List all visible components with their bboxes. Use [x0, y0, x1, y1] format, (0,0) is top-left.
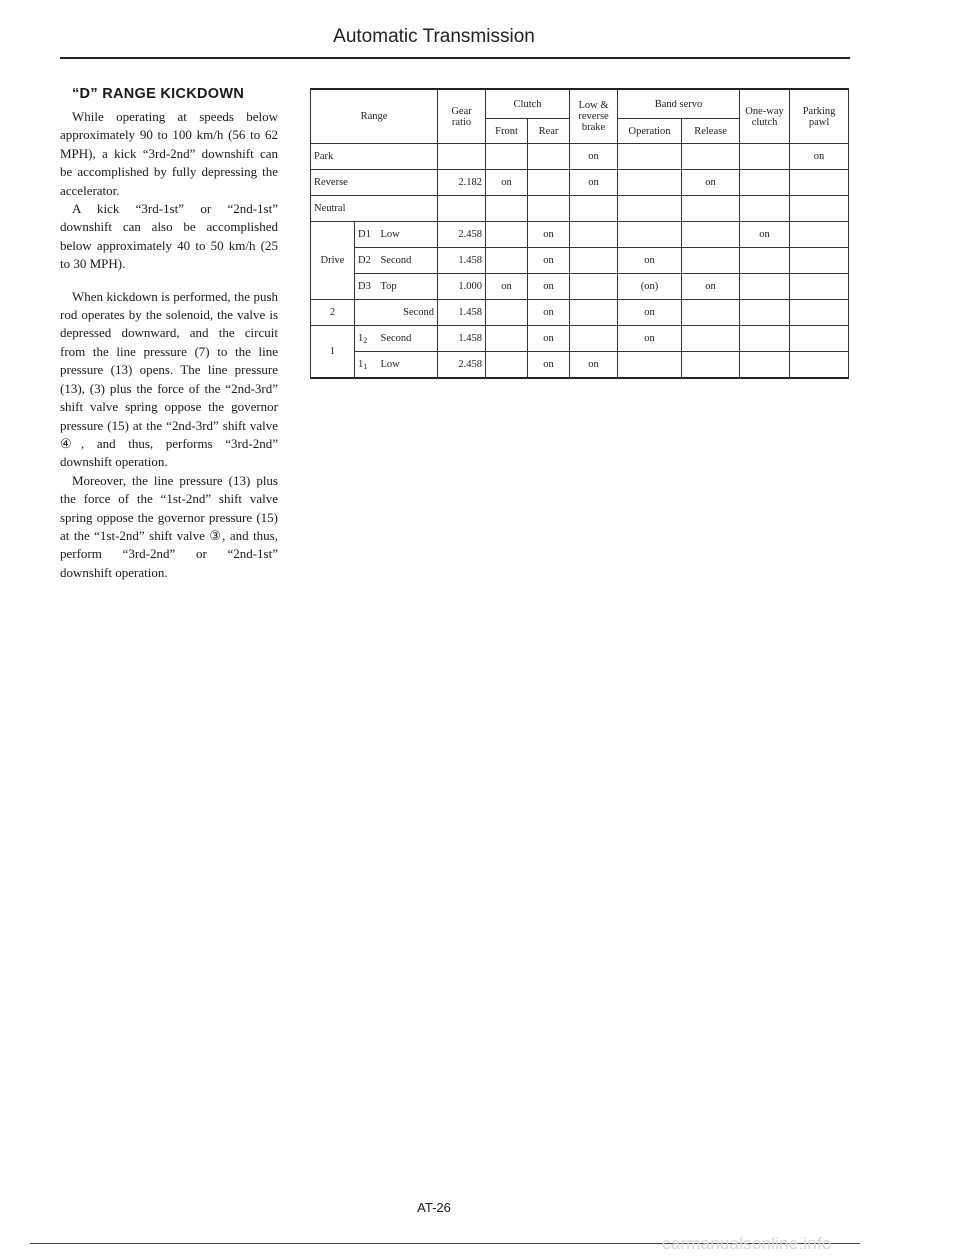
d2-rear: on — [528, 248, 570, 274]
range-park: Park — [311, 144, 438, 170]
reverse-ratio: 2.182 — [438, 170, 486, 196]
two-gear: Second — [355, 300, 438, 326]
table-row-neutral — [311, 196, 849, 222]
park-parking: on — [790, 144, 849, 170]
d3-operation: (on) — [618, 274, 682, 300]
l2-code: $1_2$ — [355, 326, 378, 352]
range-1: 1 — [311, 326, 355, 379]
reverse-release: on — [682, 170, 740, 196]
header-range: Range — [311, 89, 438, 144]
d3-front: on — [486, 274, 528, 300]
page-number: AT-26 — [417, 1200, 451, 1215]
table-row-d1 — [311, 222, 849, 248]
d2-code: D2 — [355, 248, 378, 274]
shift-element-table — [310, 88, 848, 379]
table-row-d3 — [311, 274, 849, 300]
table-row-1-second — [311, 326, 849, 352]
d1-rear: on — [528, 222, 570, 248]
header-low-reverse-brake: Low & reverse brake — [570, 89, 618, 144]
park-low-rev: on — [570, 144, 618, 170]
two-ratio: 1.458 — [438, 300, 486, 326]
header-rule — [60, 57, 850, 59]
table-row-1-low — [311, 352, 849, 379]
two-rear: on — [528, 300, 570, 326]
d1-gear: Low — [378, 222, 438, 248]
header-parking-pawl: Parking pawl — [790, 89, 849, 144]
table-row-d2 — [311, 248, 849, 274]
range-neutral: Neutral — [311, 196, 438, 222]
header-gear-ratio: Gear ratio — [438, 89, 486, 144]
d2-operation: on — [618, 248, 682, 274]
paragraph-1: While operating at speeds below approximately 90 to 100 km/h (56 to 62 MPH), a kick “3rd-2nd” downshift can be accomplished by fully depressing the accelerator. — [60, 109, 278, 198]
section-heading: “D” RANGE KICKDOWN — [72, 86, 245, 102]
l2-operation: on — [618, 326, 682, 352]
d1-one-way: on — [740, 222, 790, 248]
l2-ratio: 1.458 — [438, 326, 486, 352]
l2-gear: Second — [378, 326, 438, 352]
header-release: Release — [682, 119, 740, 144]
reverse-front: on — [486, 170, 528, 196]
table-row-park — [311, 144, 849, 170]
range-2: 2 — [311, 300, 355, 326]
paragraph-3: When kickdown is performed, the push rod operates by the solenoid, the valve is depressed downward, and the circuit from the line pressure (7) to the line pressure (13) opens. The line pressure (13), (3) plus the force of the “2nd-3rd” shift valve spring oppose the governor pressure (15) at the “2nd-3rd” shift valve ④, and thus, performs “3rd-2nd” downshift operation. — [60, 288, 278, 470]
d3-gear: Top — [378, 274, 438, 300]
l1-rear: on — [528, 352, 570, 379]
d3-ratio: 1.000 — [438, 274, 486, 300]
reverse-low-rev: on — [570, 170, 618, 196]
d3-release: on — [682, 274, 740, 300]
header-operation: Operation — [618, 119, 682, 144]
header-front: Front — [486, 119, 528, 144]
kickdown-section — [60, 86, 278, 582]
range-reverse: Reverse — [311, 170, 438, 196]
table-row-2 — [311, 300, 849, 326]
range-drive: Drive — [311, 222, 355, 300]
header-one-way-clutch: One-way clutch — [740, 89, 790, 144]
operation-table — [310, 88, 849, 379]
table-row-reverse — [311, 170, 849, 196]
page-header-title: Automatic Transmission — [333, 26, 535, 47]
paragraph-4: Moreover, the line pressure (13) plus the force of the “1st-2nd” shift valve spring oppose the governor pressure (15) at the “1st-2nd” shift valve ③, and thus, perform “3rd-2nd” or “2nd-1st” downshift operation. — [60, 472, 278, 580]
two-operation: on — [618, 300, 682, 326]
l1-gear: Low — [378, 352, 438, 379]
d1-code: D1 — [355, 222, 378, 248]
header-band-servo: Band servo — [618, 89, 740, 119]
d3-rear: on — [528, 274, 570, 300]
d1-ratio: 2.458 — [438, 222, 486, 248]
d3-code: D3 — [355, 274, 378, 300]
d2-gear: Second — [378, 248, 438, 274]
d2-ratio: 1.458 — [438, 248, 486, 274]
l1-low-rev: on — [570, 352, 618, 379]
watermark-text: carmanualsonline.info — [662, 1234, 832, 1253]
paragraph-2: A kick “3rd-1st” or “2nd-1st” downshift can also be accomplished below approximately 40 to 50 km/h (25 to 30 MPH). — [60, 201, 278, 272]
header-rear: Rear — [528, 119, 570, 144]
l1-code: $1_1$ — [355, 352, 378, 379]
l1-ratio: 2.458 — [438, 352, 486, 379]
l2-rear: on — [528, 326, 570, 352]
header-clutch: Clutch — [486, 89, 570, 119]
